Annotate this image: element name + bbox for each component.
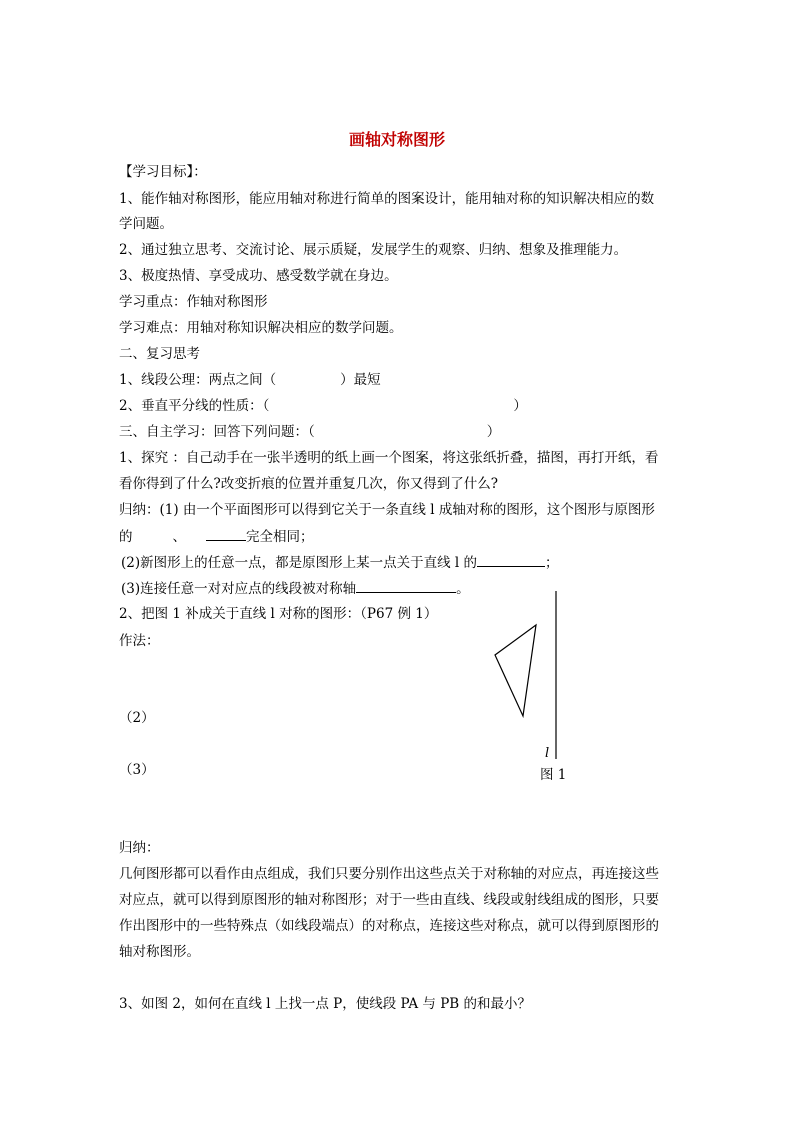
- conclude-3-blank[interactable]: [356, 578, 456, 593]
- conclude-1-blank-2[interactable]: [206, 526, 246, 541]
- summary-line-b: 对应点，就可以得到原图形的轴对称图形；对于一些由直线、线段或射线组成的图形，只要: [119, 892, 659, 908]
- page-title: 画轴对称图形: [348, 130, 445, 149]
- objective-2: 2、通过独立思考、交流讨论、展示质疑，发展学生的观察、归纳、想象及推理能力。: [119, 242, 628, 258]
- axis-label: l: [545, 746, 550, 761]
- conclude-1-sep: 、: [172, 529, 186, 545]
- summary-line-a: 几何图形都可以看作由点组成，我们只要分别作出这些点关于对称轴的对应点，再连接这些: [119, 866, 659, 882]
- self-study-header: [119, 422, 500, 442]
- review-1-suffix: ）最短: [340, 372, 381, 388]
- conclude-2-suffix: ；: [545, 555, 559, 571]
- task-2: 2、把图 1 补成关于直线 l 对称的图形：（P67 例 1）: [119, 606, 438, 622]
- conclude-3-suffix: 。: [456, 581, 470, 597]
- explore-line-b: 看你得到了什么?改变折痕的位置并重复几次，你又得到了什么?: [119, 476, 498, 492]
- review-2-prefix: 2、垂直平分线的性质：（: [119, 398, 270, 414]
- conclude-1-prefix: 的: [119, 529, 133, 545]
- key-point: 学习重点：作轴对称图形: [119, 294, 268, 310]
- conclude-3: [121, 578, 470, 599]
- objective-1-line-a: 1、能作轴对称图形，能应用轴对称进行简单的图案设计，能用轴对称的知识解决相应的数: [119, 191, 655, 207]
- conclude-1-line-b: [119, 526, 314, 547]
- summary-line-c: 作出图形中的一些特殊点（如线段端点）的对称点，连接这些对称点，就可以得到原图形的: [119, 918, 659, 934]
- task-3: 3、如图 2，如何在直线 l 上找一点 P，使线段 PA 与 PB 的和最小？: [119, 996, 532, 1012]
- figure-1-caption: 图 1: [540, 767, 567, 783]
- summary-header: 归纳：: [119, 840, 160, 856]
- triangle-shape: [495, 625, 536, 716]
- review-2: [119, 396, 527, 416]
- review-1-prefix: 1、线段公理：两点之间（: [119, 372, 277, 388]
- self-study-suffix: ）: [486, 424, 501, 440]
- conclude-1-suffix: 完全相同；: [246, 529, 314, 545]
- objective-3: 3、极度热情、享受成功、感受数学就在身边。: [119, 268, 398, 284]
- conclude-3-prefix: (3)连接任意一对对应点的线段被对称轴: [121, 581, 357, 597]
- summary-line-d: 轴对称图形。: [119, 944, 200, 960]
- figure-1-diagram: [480, 585, 590, 765]
- review-1: [119, 370, 381, 390]
- objective-1-line-b: 学问题。: [119, 216, 173, 232]
- review-2-suffix: ）: [513, 398, 527, 414]
- conclude-2: [121, 552, 559, 573]
- conclude-2-blank[interactable]: [477, 552, 545, 567]
- conclude-2-prefix: (2)新图形上的任意一点，都是原图形上某一点关于直线 l 的: [121, 555, 478, 571]
- conclude-1-line-a: 归纳：(1) 由一个平面图形可以得到它关于一条直线 l 成轴对称的图形，这个图形与原图形: [119, 502, 655, 518]
- explore-line-a: 1、探究 ：自己动手在一张半透明的纸上画一个图案，将这张纸折叠，描图，再打开纸，看: [119, 450, 659, 466]
- step-3-label: （3）: [119, 762, 155, 778]
- method-label: 作法：: [119, 633, 160, 649]
- step-2-label: （2）: [119, 710, 155, 726]
- self-study-prefix: 三、自主学习：回答下列问题：（: [119, 424, 315, 440]
- objectives-header: 【学习目标】：: [119, 164, 207, 180]
- difficult-point: 学习难点：用轴对称知识解决相应的数学问题。: [119, 320, 403, 336]
- review-header: 二、复习思考: [119, 346, 200, 362]
